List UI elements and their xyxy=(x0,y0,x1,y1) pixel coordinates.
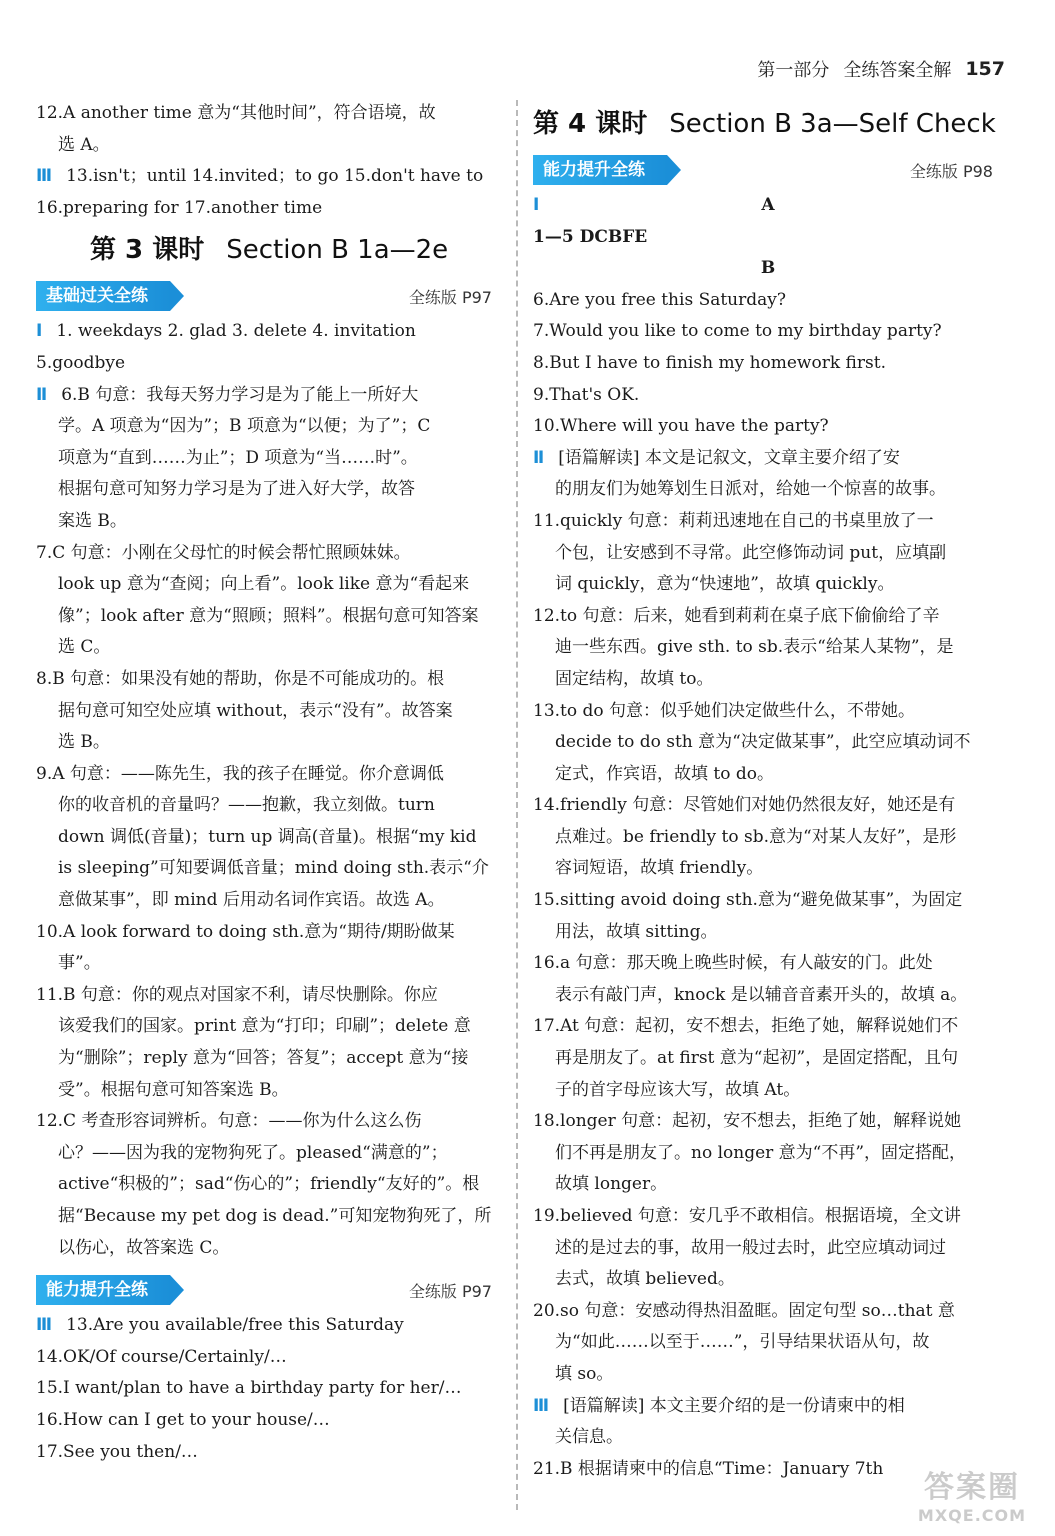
roman-numeral: Ⅰ xyxy=(36,321,43,342)
answer-text: 13.isn't；until 14.invited；to go 15.don't have to xyxy=(66,166,484,187)
answer-line: 容词短语，故填 friendly。 xyxy=(555,858,764,879)
answer-line: 词 quickly，意为“快速地”，故填 quickly。 xyxy=(555,574,895,595)
answer-line: 去式，故填 believed。 xyxy=(555,1269,735,1290)
answer-line: 20.so 句意：安感动得热泪盈眶。固定句型 so…that 意 xyxy=(533,1300,955,1321)
answer-line: 16.How can I get to your house/… xyxy=(36,1409,330,1430)
answer-line: 故填 longer。 xyxy=(555,1174,668,1195)
answer-line: decide to do sth 意为“决定做某事”，此空应填动词不 xyxy=(555,732,971,753)
answer-line: 12.A another time 意为“其他时间”，符合语境，故 xyxy=(36,103,436,123)
roman-numeral: Ⅲ xyxy=(533,1395,550,1416)
banner-row-advanced xyxy=(533,150,1003,190)
answer-line: 子的首字母应该大写，故填 At。 xyxy=(555,1079,801,1100)
answer-line: 像”；look after 意为“照顾；照料”。根据句意可知答案 xyxy=(58,605,479,626)
answer-line: 迪一些东西。give sth. to sb.表示“给某人某物”，是 xyxy=(555,637,954,658)
answer-line: 个包，让安感到不寻常。此空修饰动词 put，应填副 xyxy=(555,542,947,563)
watermark-logo xyxy=(897,1470,1047,1530)
answer-line: 意做某事”，即 mind 后用动名词作宾语。故选 A。 xyxy=(58,890,445,911)
answer-line: 为“如此……以至于……”，引导结果状语从句，故 xyxy=(555,1332,930,1353)
answer-line: 5.goodbye xyxy=(36,352,126,373)
banner-advanced: 能力提升全练 xyxy=(533,155,667,185)
left-intro-block xyxy=(36,98,502,161)
answer-line: 10.Where will you have the party? xyxy=(533,416,829,437)
watermark-text: 答案圈 xyxy=(924,1470,1020,1505)
answer-line: 心？——因为我的宠物狗死了。pleased“满意的”； xyxy=(58,1142,448,1163)
answer-line: 12.to 句意：后来，她看到莉莉在桌子底下偷偷给了辛 xyxy=(533,605,940,626)
answer-line: 表示有敲门声，knock 是以辅音音素开头的，故填 a。 xyxy=(555,984,968,1005)
roman-line xyxy=(36,316,502,348)
right-column xyxy=(533,98,1003,1485)
answer-line: 用法，故填 sitting。 xyxy=(555,921,718,942)
answer-line: 9.That's OK. xyxy=(533,384,640,405)
answer-line: 选 C。 xyxy=(58,637,111,658)
answer-line: is sleeping”可知要调低音量；mind doing sth.表示“介 xyxy=(58,858,489,879)
answer-line: 关信息。 xyxy=(555,1427,623,1448)
answer-line: 该爱我们的国家。print 意为“打印；印刷”；delete 意 xyxy=(58,1016,471,1037)
answer-line: 事”。 xyxy=(58,953,101,974)
left-column xyxy=(36,98,502,1468)
banner-ref: 全练版 P97 xyxy=(408,1281,492,1301)
answer-line: 14.friendly 句意：尽管她们对她仍然很友好，她还是有 xyxy=(533,795,956,816)
roman-line xyxy=(533,1391,1003,1423)
answer-line: 15.sitting avoid doing sth.意为“避免做某事”，为固定 xyxy=(533,890,963,911)
answer-line: 1—5 DCBFE xyxy=(533,226,648,247)
banner-row-advanced xyxy=(36,1270,502,1310)
header-book: 全练答案全解 xyxy=(843,60,952,81)
answers-block xyxy=(36,1342,502,1468)
roman-line xyxy=(533,443,1003,475)
answer-line: 18.longer 句意：起初，安不想去，拒绝了她，解释说她 xyxy=(533,1111,962,1132)
answer-line: 15.I want/plan to have a birthday party for her/… xyxy=(36,1378,462,1399)
section-num: 第 4 课时 xyxy=(533,109,648,139)
answer-text: [语篇解读] 本文主要介绍的是一份请柬中的相 xyxy=(563,1395,905,1416)
roman-line xyxy=(36,1310,502,1342)
answer-line: 选 A。 xyxy=(58,134,110,155)
section-title-4 xyxy=(533,98,1003,150)
answer-line: 9.A 句意：——陈先生，我的孩子在睡觉。你介意调低 xyxy=(36,763,444,784)
roman-numeral: Ⅰ xyxy=(533,195,540,215)
part-heading-a: A xyxy=(761,195,775,215)
answer-line: 固定结构，故填 to。 xyxy=(555,668,714,689)
answers-block xyxy=(36,348,502,380)
answer-line: 16.preparing for 17.another time xyxy=(36,197,323,218)
answer-line: look up 意为“查阅；向上看”。look like 意为“看起来 xyxy=(58,574,470,595)
answer-line: 7.Would you like to come to my birthday party? xyxy=(533,321,942,342)
section-num: 第 3 课时 xyxy=(90,235,205,266)
answer-line: 再是朋友了。at first 意为“起初”，是固定搭配，且句 xyxy=(555,1048,959,1069)
answer-line: 14.OK/Of course/Certainly/… xyxy=(36,1346,287,1367)
answer-line: 8.B 句意：如果没有她的帮助，你是不可能成功的。根 xyxy=(36,668,445,689)
roman-numeral: Ⅲ xyxy=(36,166,53,187)
answer-line: 19.believed 句意：安几乎不敢相信。根据语境，全文讲 xyxy=(533,1206,961,1226)
roman-numeral: Ⅱ xyxy=(36,384,48,405)
answer-line: 学。A 项意为“因为”；B 项意为“以便；为了”；C xyxy=(58,416,431,437)
answer-line: 11.quickly 句意：莉莉迅速地在自己的书桌里放了一 xyxy=(533,510,934,531)
answer-text: 6.B 句意：我每天努力学习是为了能上一所好大 xyxy=(61,384,419,405)
answer-line: 10.A look forward to doing sth.意为“期待/期盼做某 xyxy=(36,921,455,942)
part-heading-b: B xyxy=(760,258,776,279)
roman-line xyxy=(36,161,502,193)
answer-line: 项意为“直到……为止”；D 项意为“当……时”。 xyxy=(58,447,418,468)
answer-line: 13.to do 句意：似乎她们决定做些什么，不带她。 xyxy=(533,700,916,721)
answers-block xyxy=(36,538,502,1265)
answer-line: 8.But I have to finish my homework first. xyxy=(533,352,886,373)
answer-text: 13.Are you available/free this Saturday xyxy=(66,1315,404,1336)
banner-ref: 全练版 P98 xyxy=(909,161,993,181)
answer-line: 点难过。be friendly to sb.意为“对某人友好”，是形 xyxy=(555,826,957,847)
section-name: Section B 3a—Self Check xyxy=(669,109,996,139)
answer-line: 述的是过去的事，故用一般过去时，此空应填动词过 xyxy=(555,1237,946,1258)
answer-line: 7.C 句意：小刚在父母忙的时候会帮忙照顾妹妹。 xyxy=(36,542,411,563)
answer-line: 以伤心，故答案选 C。 xyxy=(58,1237,230,1258)
answer-line: 11.B 句意：你的观点对国家不利，请尽快删除。你应 xyxy=(36,984,438,1005)
banner-row-basic xyxy=(36,276,502,316)
answer-line: 据句意可知空处应填 without，表示“没有”。故答案 xyxy=(58,700,453,721)
answer-line: 17.At 句意：起初，安不想去，拒绝了她，解释说她们不 xyxy=(533,1016,959,1037)
answer-line: 6.Are you free this Saturday? xyxy=(533,289,786,310)
answer-line: 21.B 根据请柬中的信息“Time：January 7th xyxy=(533,1458,884,1479)
answers-block xyxy=(36,411,502,537)
section-name: Section B 1a—2e xyxy=(226,235,449,266)
answer-text: 1. weekdays 2. glad 3. delete 4. invitation xyxy=(56,321,416,342)
answers-block xyxy=(533,474,1003,1390)
roman-line xyxy=(36,380,502,412)
answer-line: 选 B。 xyxy=(58,732,110,753)
page-header xyxy=(757,56,1005,82)
answer-line: 17.See you then/… xyxy=(36,1441,198,1462)
answer-line: 你的收音机的音量吗？——抱歉，我立刻做。turn xyxy=(58,795,435,816)
page-number: 157 xyxy=(965,58,1005,80)
answer-line: 填 so。 xyxy=(555,1363,614,1384)
answer-line: active“积极的”；sad“伤心的”；friendly“友好的”。根 xyxy=(58,1174,480,1195)
watermark-url: MXQE.COM xyxy=(917,1506,1027,1525)
answer-line: 据“Because my pet dog is dead.”可知宠物狗死了，所 xyxy=(58,1206,492,1226)
answer-line: 根据句意可知努力学习是为了进入好大学，故答 xyxy=(58,479,415,500)
answer-line: 为“删除”；reply 意为“回答；答复”；accept 意为“接 xyxy=(58,1048,469,1069)
answer-line: 的朋友们为她筹划生日派对，给她一个惊喜的故事。 xyxy=(555,479,946,500)
header-part: 第一部分 xyxy=(757,60,830,81)
answer-line: 定式，作宾语，故填 to do。 xyxy=(555,763,774,784)
answers-block xyxy=(533,285,1003,443)
banner-advanced: 能力提升全练 xyxy=(36,1275,170,1305)
answer-line: 受”。根据句意可知答案选 B。 xyxy=(58,1079,289,1100)
answer-line: down 调低(音量)；turn up 调高(音量)。根据“my kid xyxy=(58,826,477,847)
answer-line: 16.a 句意：那天晚上晚些时候，有人敲安的门。此处 xyxy=(533,953,933,974)
answer-line: 们不再是朋友了。no longer 意为“不再”，固定搭配， xyxy=(555,1142,967,1163)
answer-text: [语篇解读] 本文是记叙文，文章主要介绍了安 xyxy=(558,447,900,468)
column-divider xyxy=(516,100,518,1510)
answer-line: 12.C 考查形容词辨析。句意：——你为什么这么伤 xyxy=(36,1111,422,1132)
roman-numeral: Ⅱ xyxy=(533,447,545,468)
banner-ref: 全练版 P97 xyxy=(408,287,492,307)
roman-numeral: Ⅲ xyxy=(36,1315,53,1336)
section-title-3 xyxy=(36,224,502,276)
answer-line: 案选 B。 xyxy=(58,510,127,531)
banner-basic: 基础过关全练 xyxy=(36,281,170,311)
